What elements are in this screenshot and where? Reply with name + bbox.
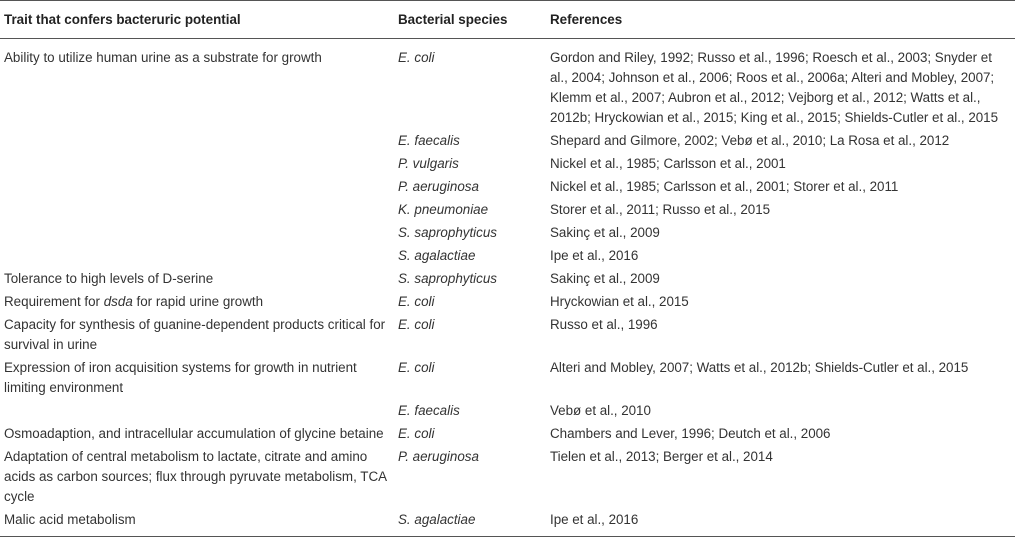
table-row xyxy=(0,244,1015,267)
references-cell: Alteri and Mobley, 2007; Watts et al., 2012b; Shields-Cutler et al., 2015 xyxy=(550,360,969,375)
trait-cell xyxy=(0,175,394,198)
references-cell: Storer et al., 2011; Russo et al., 2015 xyxy=(550,202,771,217)
trait-cell xyxy=(0,290,394,313)
table-row xyxy=(0,290,1015,313)
species-cell: S. agalactiae xyxy=(394,508,546,537)
table-row xyxy=(0,267,1015,290)
species-cell: P. aeruginosa xyxy=(398,449,479,464)
trait-cell: Malic acid metabolism xyxy=(0,508,394,537)
references-cell: Chambers and Lever, 1996; Deutch et al., 2006 xyxy=(550,426,831,441)
table-row xyxy=(0,445,1015,508)
species-cell: E. coli xyxy=(398,294,435,309)
species-cell: E. faecalis xyxy=(398,403,460,418)
species-cell: P. aeruginosa xyxy=(398,179,479,194)
header-trait: Trait that confers bacteruric potential xyxy=(0,1,394,39)
references-cell: Sakinç et al., 2009 xyxy=(550,271,660,286)
trait-cell xyxy=(0,399,394,422)
table-row xyxy=(0,313,1015,356)
gene-name: dsda xyxy=(103,294,133,309)
table-body xyxy=(0,39,1015,537)
table-row xyxy=(0,508,1015,537)
table-header xyxy=(0,1,1015,39)
references-cell: Vebø et al., 2010 xyxy=(550,403,651,418)
trait-text-post: for rapid urine growth xyxy=(132,294,264,309)
references-cell: Sakinç et al., 2009 xyxy=(550,225,660,240)
species-cell: E. coli xyxy=(398,426,435,441)
trait-cell: Expression of iron acquisition systems for growth in nutrient limiting environment xyxy=(4,360,357,395)
references-cell: Ipe et al., 2016 xyxy=(550,248,639,263)
trait-cell: Osmoadaption, and intracellular accumulation of glycine betaine xyxy=(4,426,384,441)
trait-cell: Tolerance to high levels of D-serine xyxy=(4,271,214,286)
trait-cell xyxy=(0,198,394,221)
species-cell: S. saprophyticus xyxy=(398,225,497,240)
references-cell: Hryckowian et al., 2015 xyxy=(550,294,689,309)
table-row xyxy=(0,198,1015,221)
trait-cell xyxy=(0,221,394,244)
trait-cell xyxy=(0,129,394,152)
table-row xyxy=(0,39,1015,130)
table-row xyxy=(0,152,1015,175)
references-cell: Tielen et al., 2013; Berger et al., 2014 xyxy=(550,449,773,464)
header-row xyxy=(0,1,1015,39)
species-cell: S. agalactiae xyxy=(398,248,476,263)
trait-text-pre: Requirement for xyxy=(4,294,104,309)
table-row xyxy=(0,129,1015,152)
trait-cell xyxy=(0,152,394,175)
references-cell: Russo et al., 1996 xyxy=(550,317,658,332)
references-cell: Ipe et al., 2016 xyxy=(546,508,1015,537)
references-cell: Gordon and Riley, 1992; Russo et al., 1996; Roesch et al., 2003; Snyder et al., 2004; Johnson et al., 2006; Roos et al., 2006a; Alteri and Mobley, 2007; Klemm et al., 2007; Aubron et al., 2012; Vejborg et al., 2012; Watts et al., 2012b; Hryckowian et al., 2015; King et al., 2015; Shields-Cutler et al., 2015 xyxy=(550,50,999,125)
trait-cell: Ability to utilize human urine as a substrate for growth xyxy=(4,50,322,65)
trait-cell: Capacity for synthesis of guanine-dependent products critical for survival in urine xyxy=(4,317,386,352)
trait-cell: Adaptation of central metabolism to lactate, citrate and amino acids as carbon sources; flux through pyruvate metabolism, TCA cycle xyxy=(4,449,387,504)
species-cell: E. coli xyxy=(398,50,435,65)
header-species: Bacterial species xyxy=(394,1,546,39)
references-cell: Shepard and Gilmore, 2002; Vebø et al., 2010; La Rosa et al., 2012 xyxy=(550,133,950,148)
header-references: References xyxy=(546,1,1015,39)
table-row xyxy=(0,356,1015,399)
species-cell: K. pneumoniae xyxy=(398,202,489,217)
references-cell: Nickel et al., 1985; Carlsson et al., 2001 xyxy=(550,156,786,171)
table-row xyxy=(0,221,1015,244)
table-row xyxy=(0,422,1015,445)
trait-cell xyxy=(0,244,394,267)
species-cell: E. coli xyxy=(398,317,435,332)
table-row xyxy=(0,399,1015,422)
species-cell: S. saprophyticus xyxy=(398,271,497,286)
species-cell: P. vulgaris xyxy=(398,156,459,171)
species-cell: E. faecalis xyxy=(398,133,460,148)
table-row xyxy=(0,175,1015,198)
species-cell: E. coli xyxy=(398,360,435,375)
references-cell: Nickel et al., 1985; Carlsson et al., 2001; Storer et al., 2011 xyxy=(550,179,899,194)
